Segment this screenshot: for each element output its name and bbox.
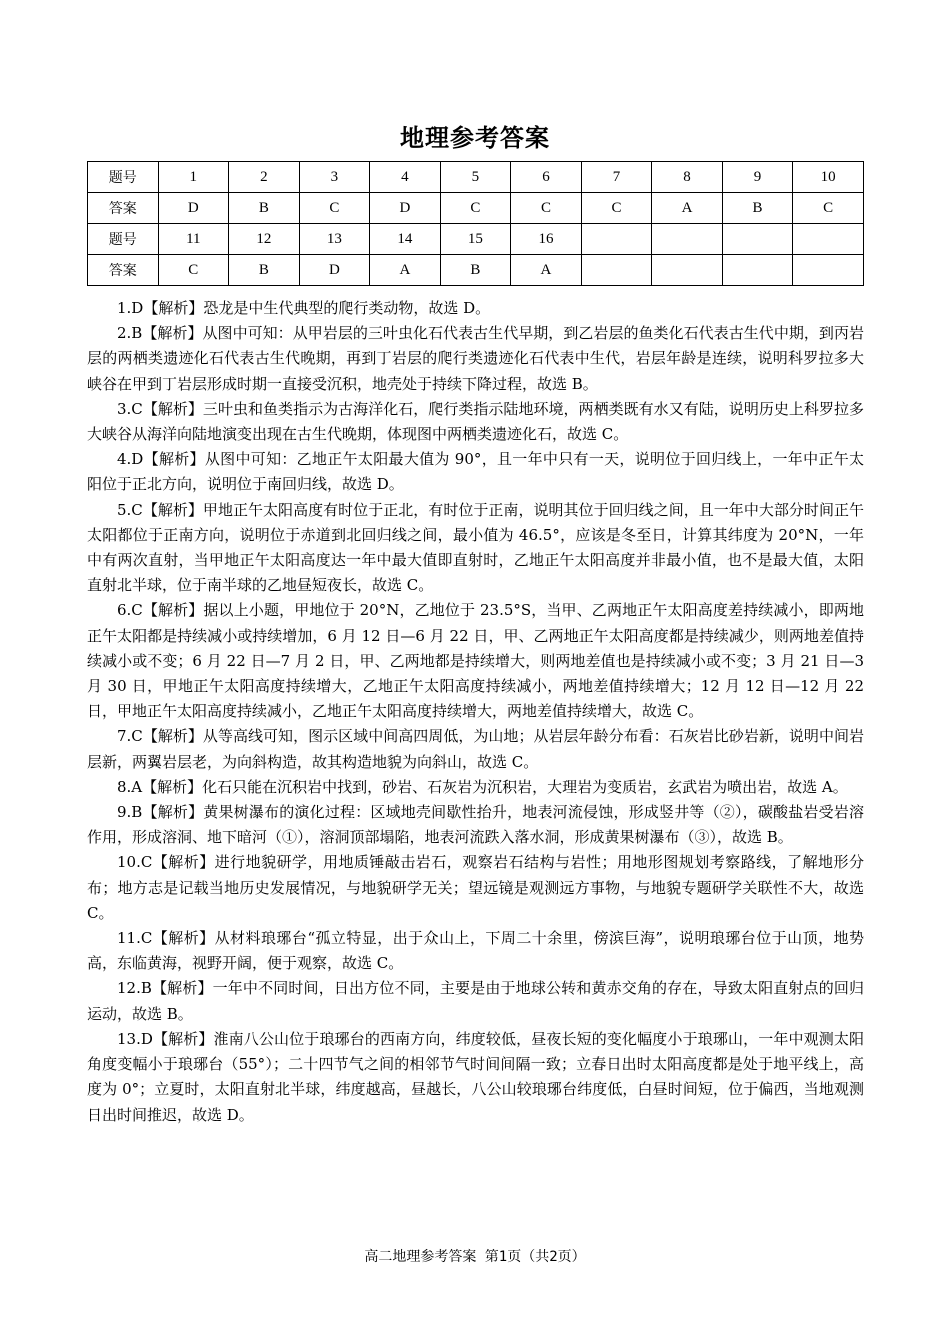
- table-cell: 12: [229, 224, 300, 255]
- explanations: [87, 296, 864, 1128]
- table-cell: 6: [511, 162, 582, 193]
- answer-explanation: 11.C【解析】从材料琅琊台“孤立特显，出于众山上，下周二十余里，傍滨巨海”，说明琅琊台位于山顶，地势高，东临黄海，视野开阔，便于观察，故选 C。: [87, 929, 864, 973]
- table-cell: 13: [299, 224, 370, 255]
- table-cell: [652, 255, 723, 286]
- answer-explanation: 13.D【解析】淮南八公山位于琅琊台的西南方向，纬度较低，昼夜长短的变化幅度小于琅琊山，一年中观测太阳角度变幅小于琅琊台（55°）；二十四节气之间的相邻节气时间间隔一致；立春日出时太阳高度都是处于地平线上，高度为 0°；立夏时，太阳直射北半球，纬度越高，昼越长，八公山较琅琊台纬度低，白昼时间短，位于偏西，当地观测日出时间推迟，故选 D。: [87, 1029, 864, 1124]
- table-cell: 4: [370, 162, 441, 193]
- page-title: 地理参考答案: [400, 124, 550, 152]
- answer-explanation: 7.C【解析】从等高线可知，图示区域中间高四周低，为山地；从岩层年龄分布看：石灰岩比砂岩新，说明中间岩层新，两翼岩层老，为向斜构造，故其构造地貌为向斜山，故选 C。: [87, 727, 864, 771]
- answer-explanation: 2.B【解析】从图中可知：从甲岩层的三叶虫化石代表古生代早期，到乙岩层的鱼类化石代表古生代中期，到丙岩层的两栖类遗迹化石代表古生代晚期，再到丁岩层的爬行类遗迹化石代表中生代，岩层年龄是连续，说明科罗拉多大峡谷在甲到丁岩层形成时期一直接受沉积，地壳处于持续下降过程，故选 B。: [87, 324, 864, 393]
- table-cell: B: [440, 255, 511, 286]
- answer-explanation: 6.C【解析】据以上小题，甲地位于 20°N，乙地位于 23.5°S，当甲、乙两地正午太阳高度差持续减小，即两地正午太阳都是持续减小或持续增加，6 月 12 日—6 月 22 日，甲、乙两地正午太阳高度都是持续减少，则两地差值持续减小或不变；6 月 22 日—7 月 2 日，甲、乙两地都是持续增大，则两地差值也是持续减小或不变；3 月 21 日—3 月 30 日，甲地正午太阳高度持续增大，乙地正午太阳高度持续减小，两地差值持续增大；12 月 12 日—12 月 22 日，甲地正午太阳高度持续减小，乙地正午太阳高度持续增大，两地差值持续增大，故选 C。: [87, 601, 864, 721]
- row-header: 题号: [88, 162, 159, 193]
- table-cell: C: [581, 193, 652, 224]
- table-cell: D: [370, 193, 441, 224]
- answer-explanation: 1.D【解析】恐龙是中生代典型的爬行类动物，故选 D。: [117, 299, 491, 317]
- table-cell: 10: [793, 162, 864, 193]
- table-cell: 14: [370, 224, 441, 255]
- table-cell: D: [158, 193, 229, 224]
- answer-explanation: 8.A【解析】化石只能在沉积岩中找到，砂岩、石灰岩为沉积岩，大理岩为变质岩，玄武岩为喷出岩，故选 A。: [117, 777, 848, 796]
- table-cell: C: [158, 255, 229, 286]
- table-cell: [722, 255, 793, 286]
- table-cell: D: [299, 255, 370, 286]
- table-cell: B: [722, 193, 793, 224]
- table-cell: A: [370, 255, 441, 286]
- row-header: 题号: [88, 224, 159, 255]
- table-cell: [793, 255, 864, 286]
- answer-explanation: 12.B【解析】一年中不同时间，日出方位不同，主要是由于地球公转和黄赤交角的存在，导致太阳直射点的回归运动，故选 B。: [87, 979, 864, 1023]
- table-cell: C: [299, 193, 370, 224]
- row-header: 答案: [88, 193, 159, 224]
- table-cell: A: [652, 193, 723, 224]
- table-cell: [793, 224, 864, 255]
- table-row: [88, 255, 864, 286]
- table-cell: [652, 224, 723, 255]
- table-cell: C: [511, 193, 582, 224]
- answer-explanation: 10.C【解析】进行地貌研学，用地质锤敲击岩石，观察岩石结构与岩性；用地形图规划考察路线，了解地形分布；地方志是记载当地历史发展情况，与地貌研学无关；望远镜是观测远方事物，与地貌专题研学关联性不大，故选 C。: [87, 853, 864, 922]
- table-cell: 11: [158, 224, 229, 255]
- table-cell: C: [793, 193, 864, 224]
- answer-table: [87, 161, 864, 286]
- table-cell: 5: [440, 162, 511, 193]
- table-cell: 7: [581, 162, 652, 193]
- table-cell: [722, 224, 793, 255]
- table-cell: B: [229, 255, 300, 286]
- table-cell: [581, 255, 652, 286]
- answer-explanation: 5.C【解析】甲地正午太阳高度有时位于正北，有时位于正南，说明其位于回归线之间，且一年中大部分时间正午太阳都位于正南方向，说明位于赤道到北回归线之间，最小值为 46.5°，应该是冬至日，计算其纬度为 20°N，一年中有两次直射，当甲地正午太阳高度达一年中最大值即直射时，乙地正午太阳高度并非最小值，也不是最大值，太阳直射北半球，位于南半球的乙地昼短夜长，故选 C。: [87, 500, 864, 595]
- table-cell: 16: [511, 224, 582, 255]
- table-cell: C: [440, 193, 511, 224]
- table-cell: 9: [722, 162, 793, 193]
- table-row: [88, 193, 864, 224]
- row-header: 答案: [88, 255, 159, 286]
- table-row: [88, 224, 864, 255]
- answer-explanation: 3.C【解析】三叶虫和鱼类指示为古海洋化石，爬行类指示陆地环境，两栖类既有水又有陆，说明历史上科罗拉多大峡谷从海洋向陆地演变出现在古生代晚期，体现图中两栖类遗迹化石，故选 C。: [87, 399, 864, 444]
- table-row: [88, 162, 864, 193]
- table-cell: 8: [652, 162, 723, 193]
- answer-explanation: 4.D【解析】从图中可知：乙地正午太阳最大值为 90°，且一年中只有一天，说明位于回归线上，一年中正午太阳位于正北方向，说明位于南回归线，故选 D。: [87, 450, 864, 494]
- table-cell: 3: [299, 162, 370, 193]
- table-cell: 2: [229, 162, 300, 193]
- page-footer: 高二地理参考答案 第1页（共2页）: [364, 1249, 586, 1265]
- table-cell: A: [511, 255, 582, 286]
- answer-explanation: 9.B【解析】黄果树瀑布的演化过程：区域地壳间歇性抬升，地表河流侵蚀，形成竖井等（②），碳酸盐岩受岩溶作用，形成溶洞、地下暗河（①），溶洞顶部塌陷，地表河流跌入落水洞，形成黄果树瀑布（③），故选 B。: [87, 803, 864, 847]
- table-cell: [581, 224, 652, 255]
- table-cell: B: [229, 193, 300, 224]
- table-cell: 1: [158, 162, 229, 193]
- table-cell: 15: [440, 224, 511, 255]
